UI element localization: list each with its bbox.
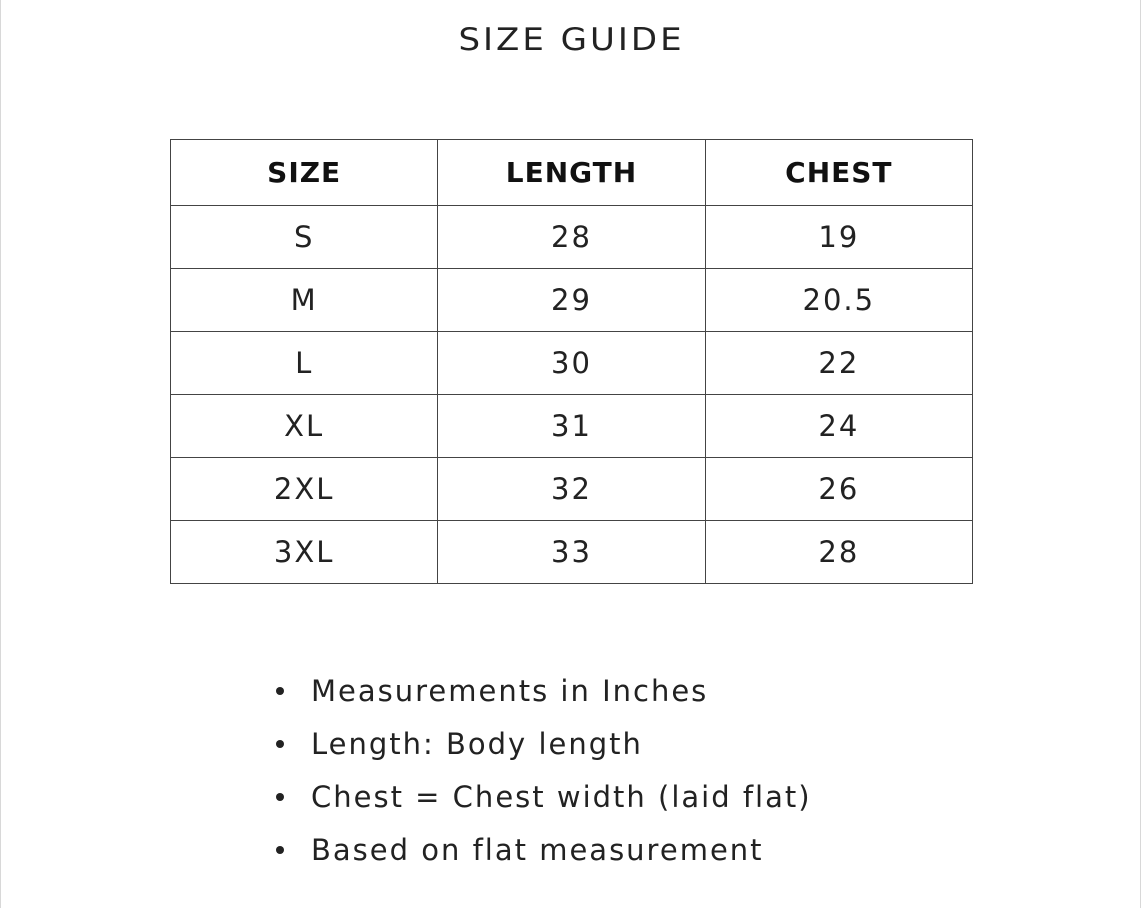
notes-list [276, 664, 812, 876]
note-text: Length: Body length [311, 726, 643, 761]
size-table [170, 139, 973, 584]
cell-chest: 26 [705, 458, 972, 521]
note-text: Based on flat measurement [311, 832, 764, 867]
header-chest: CHEST [705, 140, 972, 206]
cell-chest: 20.5 [705, 269, 972, 332]
cell-size: 2XL [171, 458, 438, 521]
table-row [171, 269, 973, 332]
cell-length: 28 [438, 206, 705, 269]
table-row [171, 458, 973, 521]
header-length: LENGTH [438, 140, 705, 206]
cell-length: 31 [438, 395, 705, 458]
list-item [276, 717, 812, 770]
cell-size: XL [171, 395, 438, 458]
list-item [276, 664, 812, 717]
table-header-row [171, 140, 973, 206]
cell-chest: 28 [705, 521, 972, 584]
cell-chest: 24 [705, 395, 972, 458]
cell-length: 32 [438, 458, 705, 521]
table-row [171, 521, 973, 584]
bullet-icon [276, 846, 284, 854]
table-row [171, 332, 973, 395]
list-item [276, 770, 812, 823]
cell-chest: 19 [705, 206, 972, 269]
note-text: Chest = Chest width (laid flat) [311, 779, 812, 814]
table-row [171, 206, 973, 269]
list-item [276, 823, 812, 876]
bullet-icon [276, 740, 284, 748]
table-row [171, 395, 973, 458]
cell-chest: 22 [705, 332, 972, 395]
header-size: SIZE [171, 140, 438, 206]
cell-size: 3XL [171, 521, 438, 584]
cell-length: 33 [438, 521, 705, 584]
note-text: Measurements in Inches [311, 673, 709, 708]
bullet-icon [276, 793, 284, 801]
cell-length: 29 [438, 269, 705, 332]
cell-size: M [171, 269, 438, 332]
cell-size: L [171, 332, 438, 395]
page-title: SIZE GUIDE [458, 21, 685, 59]
cell-size: S [171, 206, 438, 269]
bullet-icon [276, 687, 284, 695]
cell-length: 30 [438, 332, 705, 395]
